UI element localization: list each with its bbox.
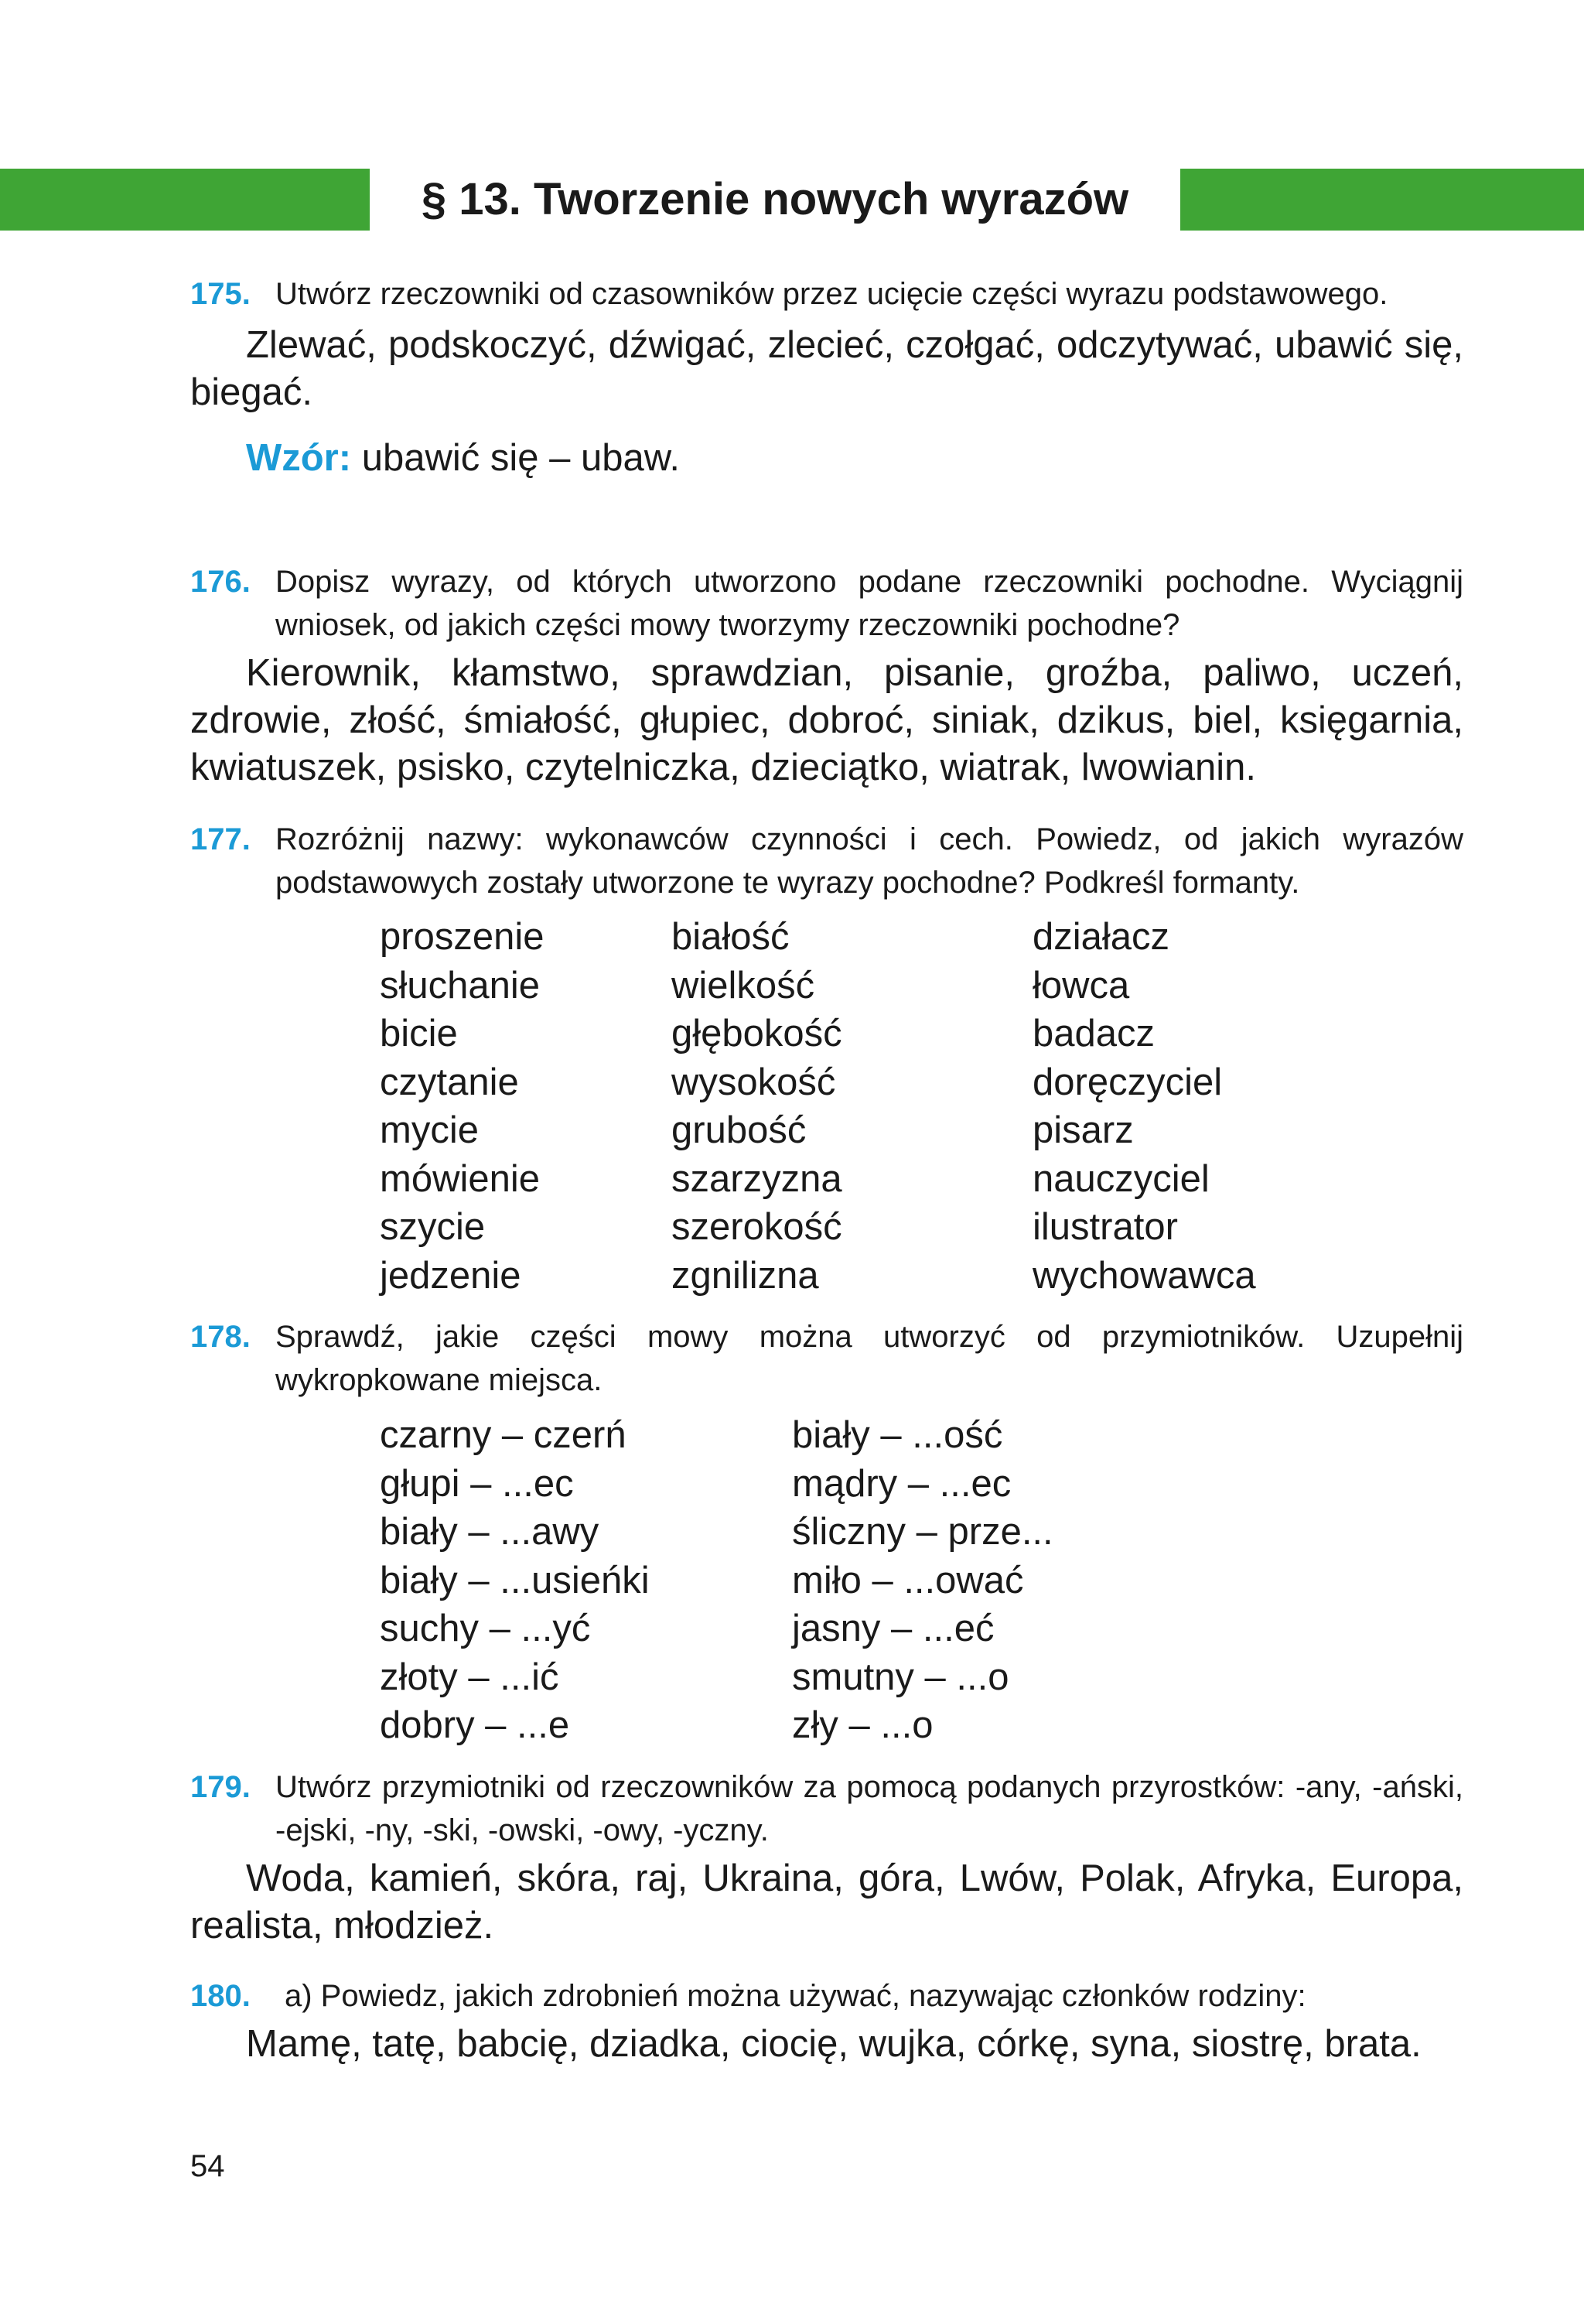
word-item: słuchanie [380,964,541,1006]
word-item: wychowawca [1033,1254,1256,1297]
word-item: białość [671,916,790,958]
word-column-2 [792,1411,1053,1750]
exercise-177 [190,818,1463,904]
exercise-number: 177. [190,822,251,856]
header-bar-left [0,169,370,231]
word-item: dobry – ...e [380,1704,570,1746]
word-item: biały – ...usieńki [380,1559,650,1601]
word-item: czytanie [380,1061,519,1103]
word-item: biały – ...awy [380,1511,599,1553]
word-item: głębokość [671,1013,842,1054]
exercise-words: Woda, kamień, skóra, raj, Ukraina, góra, Lwów, Polak, Afryka, Europa, realista, młodzież. [190,1857,1463,1946]
word-item: mądry – ...ec [792,1462,1012,1505]
exercise-180 [190,1974,1463,2068]
word-item: biały – ...ość [792,1414,1003,1456]
word-item: grubość [671,1109,807,1151]
word-item: szerokość [671,1206,842,1248]
exercise-instruction: Sprawdź, jakie części mowy można utworzyć od przymiotników. Uzupełnij wykropkowane miejsca. [275,1320,1463,1397]
exercise-instruction: Utwórz przymiotniki od rzeczowników za pomocą podanych przyrostków: -any, -ański, -ejski, -ny, -ski, -owski, -owy, -yczny. [275,1770,1463,1847]
word-item: jasny – ...eć [792,1608,995,1649]
exercise-words: Zlewać, podskoczyć, dźwigać, zlecieć, czołgać, odczytywać, ubawić się, biegać. [190,324,1463,413]
word-column-1 [380,1411,650,1750]
word-columns-178 [0,1411,1584,1752]
exercise-number: 179. [190,1770,251,1804]
word-item: nauczyciel [1033,1157,1210,1200]
word-item: ilustrator [1033,1206,1178,1248]
exercise-178 [190,1315,1463,1402]
example-label: Wzór: [246,437,352,479]
word-item: łowca [1033,964,1130,1006]
word-column-3 [1033,913,1256,1300]
page-number: 54 [190,2149,225,2183]
word-item: szycie [380,1206,486,1248]
exercise-176 [190,560,1463,791]
word-columns-177 [0,913,1584,1300]
header-bar-right [1180,169,1584,231]
word-column-1 [380,913,544,1300]
word-item: głupi – ...ec [380,1462,574,1505]
exercise-number: 178. [190,1320,251,1354]
exercise-instruction: a) Powiedz, jakich zdrobnień można używać, nazywając członków rodziny: [285,1979,1306,2013]
exercise-175 [190,272,1463,482]
exercise-words: Kierownik, kłamstwo, sprawdzian, pisanie, groźba, paliwo, uczeń, zdrowie, złość, śmiałość, głupiec, dobroć, siniak, dzikus, biel, księgarnia, kwiatuszek, psisko, czytelniczka, dzieciątko, wiatrak, lwowianin. [190,652,1463,788]
exercise-number: 180. [190,1979,251,2013]
word-item: smutny – ...o [792,1656,1009,1698]
exercise-instruction: Dopisz wyrazy, od których utworzono podane rzeczowniki pochodne. Wyciągnij wniosek, od jakich części mowy tworzymy rzeczowniki pochodne? [275,565,1463,642]
word-item: zły – ...o [792,1704,934,1746]
exercise-instruction: Rozróżnij nazwy: wykonawców czynności i cech. Powiedz, od jakich wyrazów podstawowych zostały utworzone te wyrazy pochodne? Podkreśl formanty. [275,822,1463,900]
example-line [246,435,1463,482]
word-item: bicie [380,1013,458,1054]
word-item: wielkość [671,964,815,1006]
word-item: pisarz [1033,1109,1134,1151]
word-item: jedzenie [380,1254,521,1297]
word-column-2 [671,913,842,1300]
word-item: doręczyciel [1033,1061,1223,1103]
word-item: czarny – czerń [380,1414,626,1456]
example-text: ubawić się – ubaw. [351,437,680,479]
word-item: suchy – ...yć [380,1608,591,1649]
word-item: miło – ...ować [792,1559,1024,1601]
word-item: śliczny – prze... [792,1511,1053,1553]
word-item: badacz [1033,1013,1156,1054]
exercise-number: 175. [190,277,251,311]
word-item: mycie [380,1109,479,1151]
word-item: złoty – ...ić [380,1656,559,1698]
exercise-words: Mamę, tatę, babcię, dziadka, ciocię, wujka, córkę, syna, siostrę, brata. [246,2023,1422,2065]
word-item: szarzyzna [671,1157,842,1200]
exercise-number: 176. [190,565,251,599]
word-item: działacz [1033,916,1170,958]
section-title: § 13. Tworzenie nowych wyrazów [421,174,1129,224]
exercise-179 [190,1765,1463,1950]
exercise-instruction: Utwórz rzeczowniki od czasowników przez ucięcie części wyrazu podstawowego. [275,277,1388,311]
word-item: zgnilizna [671,1254,819,1297]
word-item: proszenie [380,916,544,958]
word-item: mówienie [380,1157,540,1200]
word-item: wysokość [671,1061,836,1103]
